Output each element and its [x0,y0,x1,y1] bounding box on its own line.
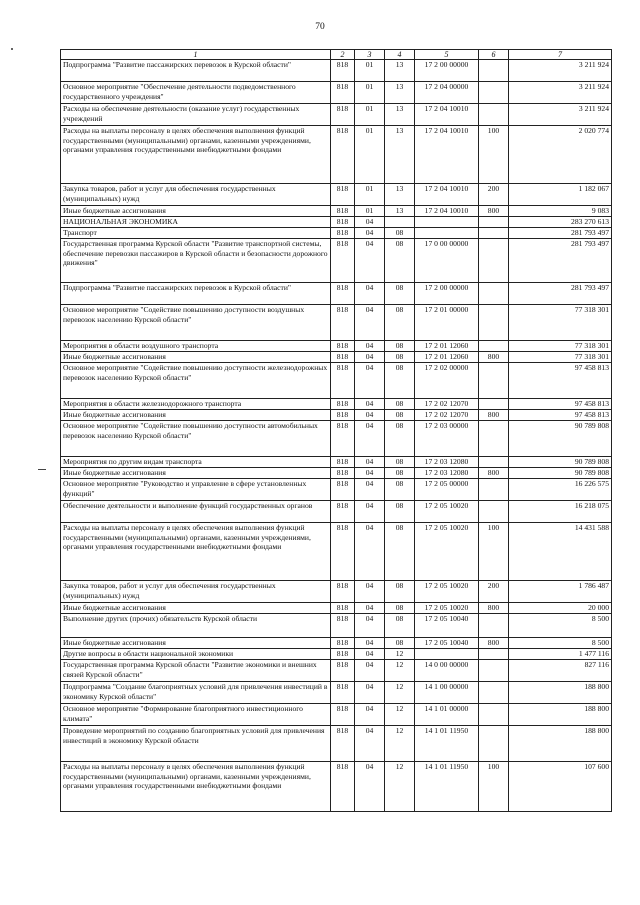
target-article-code [415,649,479,660]
target-article-code: 17 2 02 00000 [415,363,479,399]
ministry-code: 818 [331,726,355,762]
target-article-code: 14 1 01 11950 [415,726,479,762]
ministry-code: 818 [331,184,355,206]
section-code: 04 [355,468,385,479]
subsection-code: 12 [385,726,415,762]
section-code: 04 [355,603,385,614]
item-name: Расходы на выплаты персоналу в целях обеспечения выполнения функций государственными (муниципальными) органами, казенными учреждениями, органами управления государственными внебюджетными фондами [61,126,331,184]
column-number: 6 [479,50,509,60]
amount: 90 789 808 [509,421,612,457]
item-name: Иные бюджетные ассигнования [61,352,331,363]
item-name: Мероприятия в области железнодорожного транспорта [61,399,331,410]
target-article-code: 17 0 00 00000 [415,239,479,283]
section-code: 04 [355,305,385,341]
ministry-code: 818 [331,468,355,479]
column-number: 4 [385,50,415,60]
subsection-code: 12 [385,704,415,726]
scan-mark [38,469,46,470]
expense-type-code [479,457,509,468]
table-row [61,341,612,352]
ministry-code: 818 [331,581,355,603]
subsection-code: 12 [385,762,415,812]
target-article-code: 17 2 00 00000 [415,283,479,305]
item-name: Государственная программа Курской области "Развитие экономики и внешних связей Курской области" [61,660,331,682]
table-header [61,50,612,60]
item-name: НАЦИОНАЛЬНАЯ ЭКОНОМИКА [61,217,331,228]
amount: 2 020 774 [509,126,612,184]
target-article-code: 17 2 01 12060 [415,341,479,352]
amount: 90 789 808 [509,468,612,479]
column-number: 3 [355,50,385,60]
expense-type-code [479,341,509,352]
amount: 97 458 813 [509,399,612,410]
section-code: 04 [355,228,385,239]
ministry-code: 818 [331,457,355,468]
section-code: 04 [355,649,385,660]
expense-type-code [479,649,509,660]
ministry-code: 818 [331,682,355,704]
amount: 9 083 [509,206,612,217]
item-name: Расходы на обеспечение деятельности (оказание услуг) государственных учреждений [61,104,331,126]
subsection-code: 08 [385,581,415,603]
expense-type-code: 800 [479,603,509,614]
expense-type-code [479,682,509,704]
table-row [61,660,612,682]
scan-speck [11,48,13,50]
subsection-code: 08 [385,341,415,352]
expense-type-code [479,82,509,104]
amount: 188 800 [509,704,612,726]
item-name: Иные бюджетные ассигнования [61,410,331,421]
target-article-code: 17 2 05 10040 [415,638,479,649]
amount: 1 182 067 [509,184,612,206]
subsection-code: 13 [385,184,415,206]
subsection-code: 08 [385,468,415,479]
subsection-code: 08 [385,352,415,363]
item-name: Основное мероприятие "Обеспечение деятельности подведомственного государственного учреждения" [61,82,331,104]
section-code: 04 [355,614,385,638]
table-row [61,501,612,523]
subsection-code: 08 [385,228,415,239]
page-number: 70 [315,22,325,32]
expense-type-code: 800 [479,410,509,421]
item-name: Подпрограмма "Развитие пассажирских перевозок в Курской области" [61,60,331,82]
section-code: 01 [355,104,385,126]
subsection-code: 08 [385,421,415,457]
amount: 281 793 497 [509,239,612,283]
ministry-code: 818 [331,217,355,228]
subsection-code: 08 [385,501,415,523]
section-code: 04 [355,762,385,812]
section-code: 04 [355,352,385,363]
item-name: Основное мероприятие "Содействие повышению доступности воздушных перевозок населению Курской области" [61,305,331,341]
ministry-code: 818 [331,421,355,457]
subsection-code: 13 [385,206,415,217]
expense-type-code [479,60,509,82]
section-code: 04 [355,682,385,704]
expense-type-code [479,726,509,762]
section-code: 04 [355,410,385,421]
table-row [61,184,612,206]
subsection-code: 13 [385,126,415,184]
section-code: 04 [355,217,385,228]
target-article-code: 14 1 00 00000 [415,682,479,704]
item-name: Подпрограмма "Создание благоприятных условий для привлечения инвестиций в экономику Курской области" [61,682,331,704]
subsection-code: 12 [385,649,415,660]
ministry-code: 818 [331,523,355,581]
section-code: 01 [355,184,385,206]
item-name: Иные бюджетные ассигнования [61,206,331,217]
item-name: Проведение мероприятий по созданию благоприятных условий для привлечения инвестиций в экономику Курской области [61,726,331,762]
section-code: 01 [355,82,385,104]
section-code: 04 [355,283,385,305]
item-name: Иные бюджетные ассигнования [61,603,331,614]
amount: 3 211 924 [509,60,612,82]
amount: 97 458 813 [509,410,612,421]
section-code: 04 [355,341,385,352]
item-name: Расходы на выплаты персоналу в целях обеспечения выполнения функций государственными (муниципальными) органами, казенными учреждениями, органами управления государственными внебюджетными фондами [61,762,331,812]
subsection-code: 08 [385,614,415,638]
table-row [61,352,612,363]
table-row [61,82,612,104]
table-row [61,649,612,660]
section-code: 04 [355,421,385,457]
amount: 281 793 497 [509,228,612,239]
ministry-code: 818 [331,126,355,184]
amount: 77 318 301 [509,352,612,363]
subsection-code: 08 [385,638,415,649]
target-article-code: 17 2 05 10020 [415,603,479,614]
expense-type-code: 100 [479,126,509,184]
section-code: 04 [355,501,385,523]
expense-type-code [479,305,509,341]
item-name: Закупка товаров, работ и услуг для обеспечения государственных (муниципальных) нужд [61,581,331,603]
item-name: Транспорт [61,228,331,239]
target-article-code: 17 2 04 10010 [415,184,479,206]
amount: 1 786 487 [509,581,612,603]
target-article-code: 17 2 02 12070 [415,410,479,421]
target-article-code: 14 0 00 00000 [415,660,479,682]
table-row [61,682,612,704]
item-name: Иные бюджетные ассигнования [61,468,331,479]
ministry-code: 818 [331,239,355,283]
expense-type-code [479,660,509,682]
target-article-code: 17 2 05 10020 [415,501,479,523]
subsection-code: 12 [385,682,415,704]
expense-type-code: 200 [479,184,509,206]
target-article-code: 17 2 03 12080 [415,468,479,479]
expense-type-code [479,217,509,228]
table-body [61,60,612,812]
table-row [61,410,612,421]
section-code: 04 [355,457,385,468]
table-row [61,704,612,726]
amount: 3 211 924 [509,82,612,104]
subsection-code: 08 [385,457,415,468]
ministry-code: 818 [331,283,355,305]
table-row [61,523,612,581]
ministry-code: 818 [331,638,355,649]
item-name: Основное мероприятие "Формирование благоприятного инвестиционного климата" [61,704,331,726]
expense-type-code [479,614,509,638]
ministry-code: 818 [331,399,355,410]
ministry-code: 818 [331,704,355,726]
amount: 107 600 [509,762,612,812]
expense-type-code: 800 [479,352,509,363]
item-name: Основное мероприятие "Содействие повышению доступности автомобильных перевозок населению Курской области" [61,421,331,457]
expense-type-code [479,421,509,457]
item-name: Государственная программа Курской области "Развитие транспортной системы, обеспечение перевозки пассажиров в Курской области и безопасности дорожного движения" [61,239,331,283]
target-article-code: 17 2 04 00000 [415,82,479,104]
amount: 3 211 924 [509,104,612,126]
section-code: 04 [355,399,385,410]
item-name: Основное мероприятие "Содействие повышению доступности железнодорожных перевозок населению Курской области" [61,363,331,399]
amount: 14 431 588 [509,523,612,581]
item-name: Иные бюджетные ассигнования [61,638,331,649]
subsection-code: 08 [385,239,415,283]
section-code: 01 [355,206,385,217]
subsection-code: 08 [385,363,415,399]
subsection-code [385,217,415,228]
section-code: 04 [355,363,385,399]
section-code: 04 [355,660,385,682]
target-article-code: 17 2 04 10010 [415,126,479,184]
target-article-code: 17 2 04 10010 [415,104,479,126]
subsection-code: 08 [385,479,415,501]
ministry-code: 818 [331,614,355,638]
target-article-code [415,217,479,228]
subsection-code: 08 [385,603,415,614]
column-number: 2 [331,50,355,60]
expense-type-code [479,704,509,726]
table-row [61,726,612,762]
ministry-code: 818 [331,352,355,363]
ministry-code: 818 [331,104,355,126]
section-code: 01 [355,126,385,184]
expense-type-code [479,479,509,501]
expense-type-code: 200 [479,581,509,603]
amount: 90 789 808 [509,457,612,468]
column-number: 5 [415,50,479,60]
table-row [61,104,612,126]
column-number: 1 [61,50,331,60]
target-article-code: 14 1 01 11950 [415,762,479,812]
amount: 827 116 [509,660,612,682]
amount: 20 000 [509,603,612,614]
amount: 77 318 301 [509,305,612,341]
subsection-code: 13 [385,82,415,104]
expense-type-code [479,239,509,283]
subsection-code: 08 [385,283,415,305]
expense-type-code [479,228,509,239]
expense-type-code: 800 [479,468,509,479]
ministry-code: 818 [331,603,355,614]
amount: 283 270 613 [509,217,612,228]
table-row [61,468,612,479]
amount: 281 793 497 [509,283,612,305]
table-row [61,217,612,228]
target-article-code: 17 2 05 10020 [415,523,479,581]
table-row [61,457,612,468]
target-article-code: 17 2 03 00000 [415,421,479,457]
target-article-code: 17 2 03 12080 [415,457,479,468]
amount: 8 500 [509,614,612,638]
section-code: 04 [355,704,385,726]
ministry-code: 818 [331,501,355,523]
table-row [61,421,612,457]
target-article-code: 17 2 01 00000 [415,305,479,341]
section-code: 04 [355,523,385,581]
ministry-code: 818 [331,649,355,660]
item-name: Расходы на выплаты персоналу в целях обеспечения выполнения функций государственными (муниципальными) органами, казенными учреждениями, органами управления государственными внебюджетными фондами [61,523,331,581]
target-article-code: 14 1 01 00000 [415,704,479,726]
target-article-code: 17 2 02 12070 [415,399,479,410]
ministry-code: 818 [331,762,355,812]
subsection-code: 08 [385,305,415,341]
table-row [61,762,612,812]
table-row [61,479,612,501]
ministry-code: 818 [331,363,355,399]
amount: 1 477 116 [509,649,612,660]
expense-type-code [479,363,509,399]
table-row [61,239,612,283]
amount: 77 318 301 [509,341,612,352]
ministry-code: 818 [331,410,355,421]
amount: 97 458 813 [509,363,612,399]
table-row [61,228,612,239]
item-name: Мероприятия по другим видам транспорта [61,457,331,468]
amount: 16 226 575 [509,479,612,501]
item-name: Выполнение других (прочих) обязательств Курской области [61,614,331,638]
table-row [61,399,612,410]
target-article-code: 17 2 05 10020 [415,581,479,603]
target-article-code [415,228,479,239]
amount: 8 500 [509,638,612,649]
target-article-code: 17 2 01 12060 [415,352,479,363]
table-row [61,603,612,614]
table-row [61,638,612,649]
amount: 16 218 075 [509,501,612,523]
ministry-code: 818 [331,60,355,82]
item-name: Основное мероприятие "Руководство и управление в сфере установленных функций" [61,479,331,501]
ministry-code: 818 [331,479,355,501]
target-article-code: 17 2 05 10040 [415,614,479,638]
amount: 188 800 [509,726,612,762]
table-row [61,614,612,638]
subsection-code: 08 [385,410,415,421]
expense-type-code [479,283,509,305]
column-number-row [61,50,612,60]
ministry-code: 818 [331,660,355,682]
table-row [61,363,612,399]
table-row [61,305,612,341]
table-row [61,60,612,82]
section-code: 04 [355,638,385,649]
target-article-code: 17 2 04 10010 [415,206,479,217]
target-article-code: 17 2 00 00000 [415,60,479,82]
subsection-code: 08 [385,523,415,581]
item-name: Закупка товаров, работ и услуг для обеспечения государственных (муниципальных) нужд [61,184,331,206]
expense-type-code: 800 [479,638,509,649]
section-code: 04 [355,581,385,603]
amount: 188 800 [509,682,612,704]
target-article-code: 17 2 05 00000 [415,479,479,501]
subsection-code: 13 [385,60,415,82]
section-code: 01 [355,60,385,82]
ministry-code: 818 [331,305,355,341]
table-row [61,283,612,305]
expense-type-code [479,501,509,523]
ministry-code: 818 [331,206,355,217]
item-name: Подпрограмма "Развитие пассажирских перевозок в Курской области" [61,283,331,305]
section-code: 04 [355,239,385,283]
table-row [61,581,612,603]
column-number: 7 [509,50,612,60]
ministry-code: 818 [331,228,355,239]
subsection-code: 08 [385,399,415,410]
subsection-code: 13 [385,104,415,126]
item-name: Мероприятия в области воздушного транспорта [61,341,331,352]
section-code: 04 [355,726,385,762]
item-name: Обеспечение деятельности и выполнение функций государственных органов [61,501,331,523]
ministry-code: 818 [331,341,355,352]
budget-table [60,49,612,812]
expense-type-code: 100 [479,762,509,812]
expense-type-code [479,399,509,410]
expense-type-code: 800 [479,206,509,217]
section-code: 04 [355,479,385,501]
item-name: Другие вопросы в области национальной экономики [61,649,331,660]
ministry-code: 818 [331,82,355,104]
table-row [61,206,612,217]
expense-type-code [479,104,509,126]
subsection-code: 12 [385,660,415,682]
table-row [61,126,612,184]
expense-type-code: 100 [479,523,509,581]
